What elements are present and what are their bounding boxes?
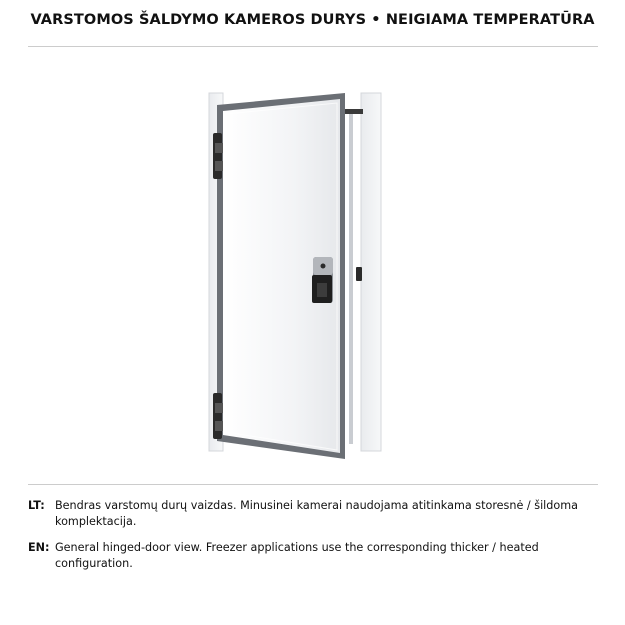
note-text: Bendras varstomų durų vaizdas. Minusinei kamerai naudojama atitinkama storesnė / šildoma komplektacija. (55, 499, 578, 528)
note-text: General hinged-door view. Freezer applications use the corresponding thicker / heated configuration. (55, 541, 539, 570)
door-handle-icon (312, 257, 333, 303)
right-jamb (361, 93, 381, 451)
note-lt (28, 498, 598, 529)
note-en (28, 540, 598, 571)
note-lang-label: EN: (28, 541, 50, 554)
page-title: VARSTOMOS ŠALDYMO KAMEROS DURYS • NEIGIAMA TEMPERATŪRA (30, 12, 595, 28)
notes-divider (28, 484, 598, 485)
upper-hinge-icon (213, 133, 223, 179)
note-lang-label: LT: (28, 499, 45, 512)
latch-keeper (356, 267, 362, 281)
notes-section (28, 498, 598, 582)
lower-hinge-icon (213, 393, 223, 439)
header-divider (28, 46, 598, 47)
door-illustration (195, 85, 395, 465)
